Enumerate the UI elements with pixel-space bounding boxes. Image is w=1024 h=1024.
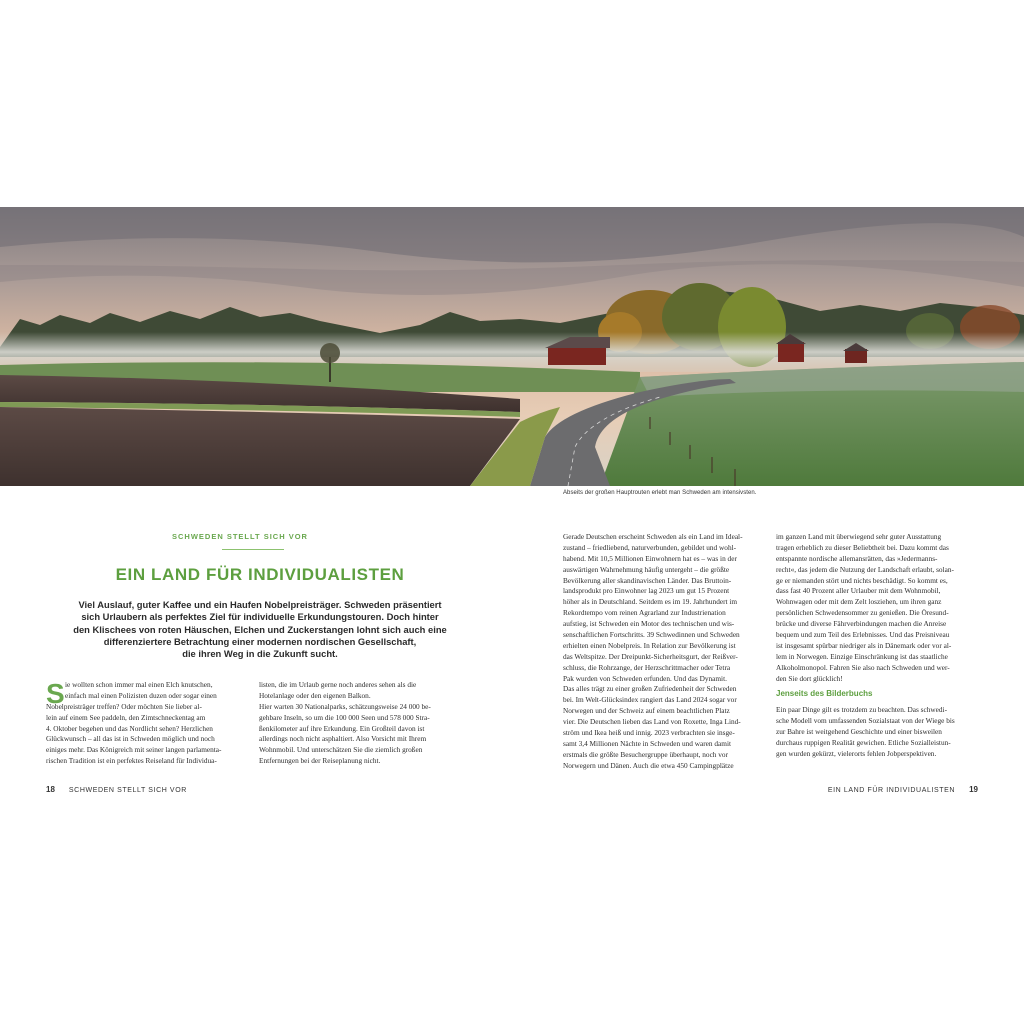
body-line: rischen Tradition ist ein perfektes Reiseland für Individua- — [46, 756, 217, 766]
folio-right — [828, 785, 978, 794]
body-line: zustand – friedliebend, naturverbunden, gebildet und wohl- — [563, 542, 737, 552]
body-line: tragen erheblich zu dieser Beliebtheit bei. Dazu kommt das — [776, 542, 949, 552]
body-line: Das alles trägt zu einer großen Zufriedenheit der Schweden — [563, 684, 737, 694]
body-line: dass fast 40 Prozent aller Urlauber mit dem Wohnmobil, — [776, 586, 941, 596]
body-line: im ganzen Land mit überwiegend sehr guter Ausstattung — [776, 532, 942, 541]
body-line: bei. Im Welt-Glücksindex rangiert das Land 2024 sogar vor — [563, 695, 737, 705]
body-line: Wohnmobil. Und unterschätzen Sie die ziemlich großen — [259, 745, 423, 755]
body-column-2 — [259, 680, 459, 767]
section-subhead: Jenseits des Bilderbuchs — [776, 689, 873, 699]
body-line: Wohnwagen oder mit dem Zelt losziehen, um ihren ganz — [776, 597, 942, 607]
body-line: entspannte nordische allemansrätten, das »Jedermanns- — [776, 553, 938, 563]
landscape-photo — [0, 207, 1024, 486]
body-line: vier. Die Deutschen lieben das Land von Roxette, Inga Lind- — [563, 717, 741, 727]
body-line: auswärtigen Wahrnehmung häufig untergeht – die größte — [563, 564, 730, 574]
section-kicker: SCHWEDEN STELLT SICH VOR — [172, 532, 308, 541]
body-line: Glückwunsch – all das ist in Schweden möglich und noch — [46, 734, 215, 744]
body-line: Hier warten 30 Nationalparks, schätzungsweise 24 000 be- — [259, 701, 431, 711]
body-line: Norwegen und der Schweiz auf einem beachtlichen Platz — [563, 706, 730, 716]
drop-cap: S — [46, 678, 65, 709]
body-line: samt 3,4 Millionen Nächte in Schweden und waren damit — [563, 738, 731, 748]
body-line: Ein paar Dinge gilt es trotzdem zu beachten. Das schwedi- — [776, 705, 948, 715]
body-line: bequem und zum Teil des Erlebnisses. Und das Preisniveau — [776, 630, 950, 640]
body-line: gehbare Inseln, so um die 100 000 Seen und 578 000 Stra- — [259, 712, 430, 722]
photo-caption: Abseits der großen Hauptrouten erlebt man Schweden am intensivsten. — [563, 490, 757, 496]
body-line: ßenkilometer auf ihre Erkundung. Ein Großteil davon ist — [259, 723, 425, 733]
body-line: 4. Oktober begehen und das Nordlicht sehen? Herzlichen — [46, 723, 213, 733]
body-line: ge er niemanden stört und nichts beschädigt. So kommt es, — [776, 575, 948, 585]
body-column-3 — [563, 532, 763, 772]
body-line: recht«, das jedem die Nutzung der Landschaft erlaubt, solan- — [776, 564, 954, 574]
body-line: einfach mal einen Polizisten duzen oder sogar einen — [65, 690, 217, 700]
page-number: 19 — [969, 785, 978, 794]
body-line: senschaftlichen Fortschritts. 39 Schwedinnen und Schweden — [563, 630, 740, 640]
body-line: Norwegern und Dänen. Auch die etwa 450 Campingplätze — [563, 760, 734, 770]
folio-left — [46, 785, 187, 794]
body-line: Bevölkerung aller skandinavischen Länder. Das Bruttoin- — [563, 575, 732, 585]
kicker-divider — [222, 549, 284, 550]
body-line: erstmals die größte Besuchergruppe überhaupt, noch vor — [563, 749, 729, 759]
lead-line: die ihren Weg in die Zukunft sucht. — [182, 648, 338, 660]
body-line: ström und Ikea heiß und innig. 2023 verbrachten sie insge- — [563, 728, 735, 738]
body-line: habend. Mit 10,5 Millionen Einwohnern hat es – was in der — [563, 553, 737, 563]
running-head: SCHWEDEN STELLT SICH VOR — [68, 787, 187, 794]
body-line: zur Bahre ist weitgehend Geschichte und einer bisweilen — [776, 727, 942, 737]
body-line: lein auf einem See paddeln, den Zimtschneckentag am — [46, 712, 206, 722]
body-line: Pak wurden von Schweden erfunden. Und das Dynamit. — [563, 673, 727, 683]
body-line: schluss, die Rohrzange, der Herzschrittmacher oder Tetra — [563, 662, 731, 672]
article-lead — [70, 599, 450, 660]
body-line: sche Modell vom umfassenden Sozialstaat von der Wiege bis — [776, 716, 955, 726]
body-line: Rekordtempo vom reinen Agrarland zur Industrienation — [563, 608, 726, 618]
lead-line: Viel Auslauf, guter Kaffee und ein Haufen Nobelpreisträger. Schweden präsentiert — [78, 599, 442, 610]
body-line: ie wollten schon immer mal einen Elch knutschen, — [65, 680, 213, 689]
body-line: ist insgesamt spürbar niedriger als in Dänemark oder vor al- — [776, 640, 952, 650]
body-line: Alkoholmonopol. Fahren Sie also nach Schweden und wer- — [776, 662, 950, 672]
body-line: brücke und diverse Fährverbindungen machen die Anreise — [776, 619, 947, 629]
body-column-4 — [776, 532, 976, 760]
body-line: aufstieg, ist Schweden ein Motor des technischen und wis- — [563, 619, 735, 629]
body-line: Gerade Deutschen erscheint Schweden als ein Land im Ideal- — [563, 532, 743, 541]
page-number: 18 — [46, 785, 55, 794]
body-line: erhielten einen Nobelpreis. In Relation zur Bevölkerung ist — [563, 640, 736, 650]
body-line: listen, die im Urlaub gerne noch anderes sehen als die — [259, 680, 417, 689]
body-line: durchaus ruppigen Realität gewichen. Etliche Sozialleistun- — [776, 738, 951, 748]
lead-line: den Klischees von roten Häuschen, Elchen und Zuckerstangen lohnt sich auch eine — [73, 623, 447, 635]
body-line: gen wurden gekürzt, vielerorts fehlen Jobperspektiven. — [776, 748, 937, 758]
body-column-1 — [46, 680, 246, 767]
body-line: das Weltspitze. Der Dreipunkt-Sicherheitsgurt, der Reißver- — [563, 651, 738, 661]
body-line: landsprodukt pro Einwohner lag 2023 um gut 15 Prozent — [563, 586, 730, 596]
body-line: lem in Norwegen. Einzige Einschränkung ist das staatliche — [776, 651, 948, 661]
lead-line: differenziertere Betrachtung einer modernen nordischen Gesellschaft, — [103, 635, 417, 647]
body-line: persönlichen Schwedensommer zu genießen. Die Öresund- — [776, 608, 949, 618]
article-headline: EIN LAND FÜR INDIVIDUALISTEN — [115, 565, 405, 584]
body-line: den Sie dort glücklich! — [776, 673, 843, 683]
body-line: Entfernungen bei der Reiseplanung nicht. — [259, 756, 381, 766]
body-line: einiges mehr. Das Königreich mit seiner langen parlamenta- — [46, 745, 222, 755]
lead-line: sich Urlaubern als perfektes Ziel für individuelle Erkundungstouren. Doch hinter — [81, 611, 439, 623]
landscape-illustration — [0, 207, 1024, 486]
body-line: Nobelpreisträger treffen? Oder möchten Sie lieber al- — [46, 701, 202, 711]
body-line: allerdings noch nicht asphaltiert. Also Vorsicht mit Ihrem — [259, 734, 427, 744]
running-head: EIN LAND FÜR INDIVIDUALISTEN — [827, 787, 956, 794]
body-line: höher als in Deutschland. Seitdem es im 19. Jahrhundert im — [563, 597, 738, 607]
body-line: Hotelanlage oder den eigenen Balkon. — [259, 690, 371, 700]
